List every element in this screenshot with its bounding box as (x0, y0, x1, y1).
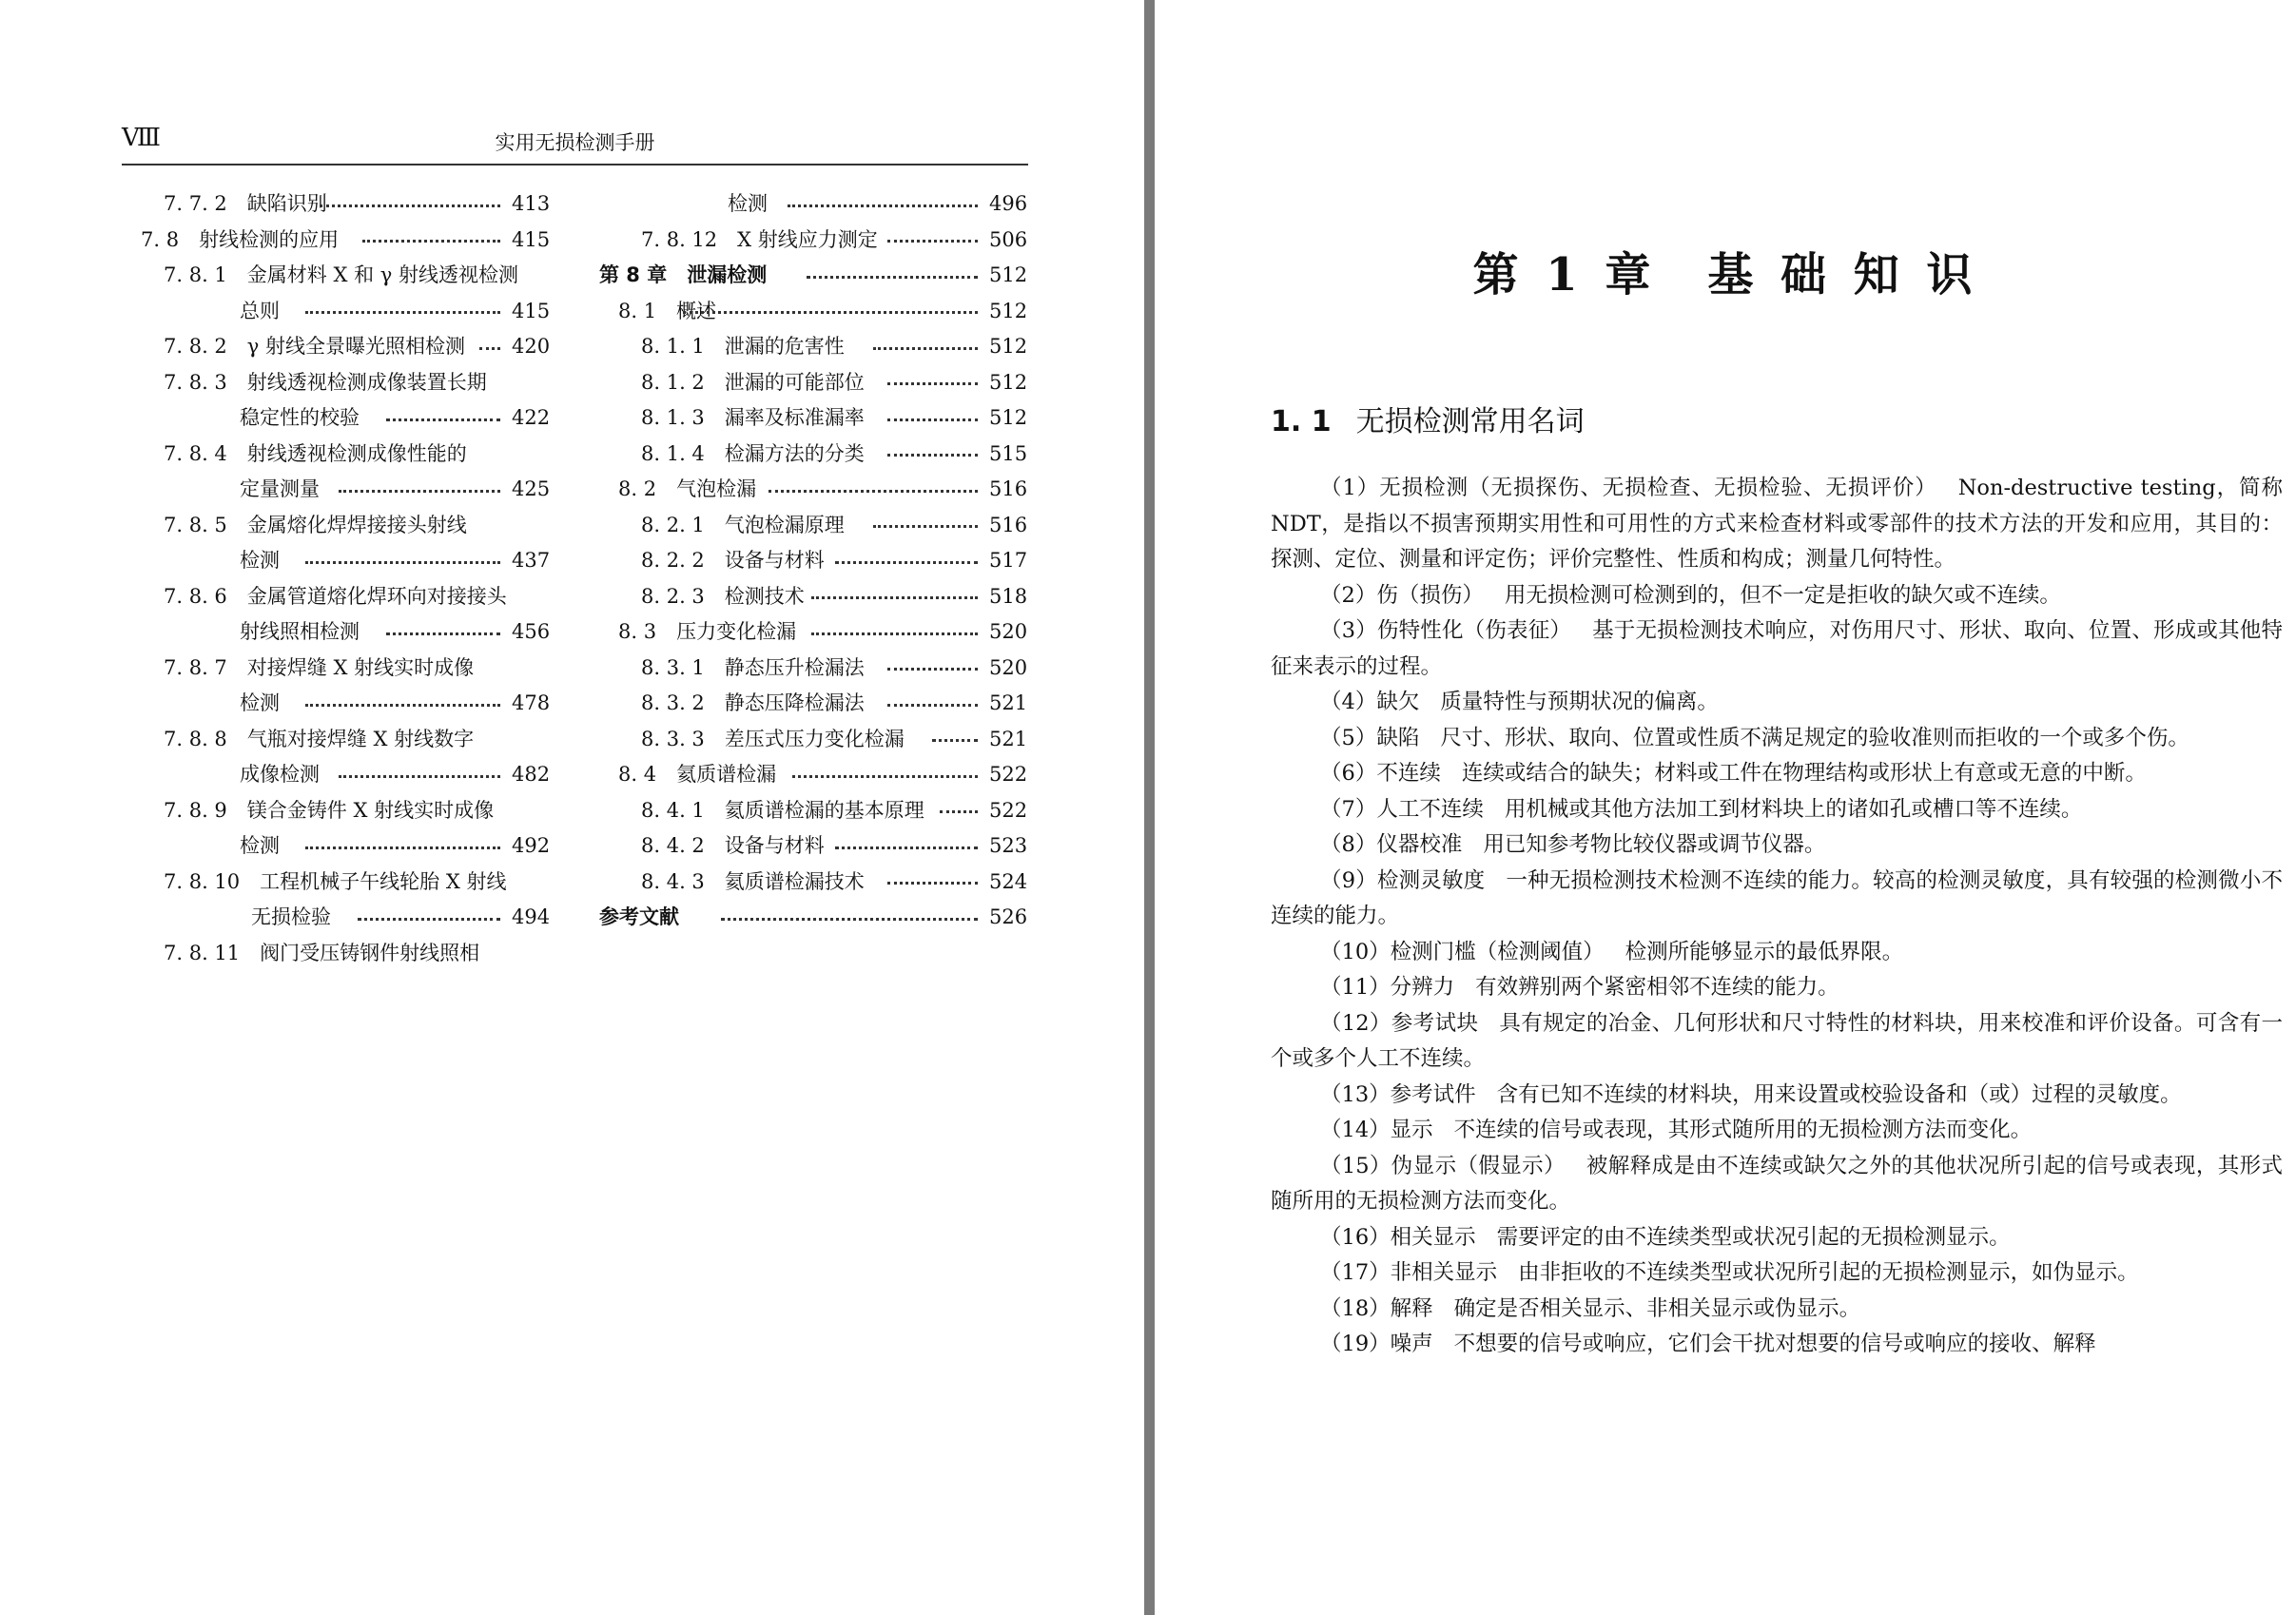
toc-entry-text: 8. 3. 1 静态压升检漏法 (641, 655, 865, 679)
toc-column-2 (599, 186, 1027, 936)
term-label: （19）噪声 (1320, 1332, 1433, 1356)
toc-entry-text: 8. 3. 2 静态压降检漏法 (641, 691, 865, 714)
toc-entry (122, 865, 550, 901)
toc-page-number: 512 (989, 406, 1028, 429)
toc-leader-dots (788, 202, 978, 207)
toc-leader-dots (339, 487, 500, 493)
term-definition (1271, 1113, 2283, 1149)
toc-page-number: 437 (512, 549, 551, 572)
term-definition (1271, 827, 2283, 864)
toc-entry (599, 223, 1027, 259)
term-definition (1271, 1006, 2283, 1078)
toc-entry-text: 8. 4. 1 氦质谱检漏的基本原理 (641, 798, 924, 822)
toc-page-number: 506 (989, 227, 1028, 251)
toc-page-number: 520 (989, 655, 1028, 679)
toc-page-number: 496 (989, 192, 1028, 215)
toc-page-number: 515 (989, 441, 1028, 465)
toc-entry-text: 8. 2 气泡检漏 (618, 477, 757, 500)
toc-entry-text: 8. 1 概述 (618, 299, 717, 322)
toc-leader-dots (479, 344, 500, 350)
toc-entry-text: 7. 8. 9 镁合金铸件 X 射线实时成像 (164, 798, 495, 822)
term-definition (1271, 935, 2283, 971)
toc-entry-text: 7. 8. 5 金属熔化焊焊接接头射线 (164, 513, 467, 536)
toc-page-number: 512 (989, 335, 1028, 358)
toc-entry (599, 865, 1027, 901)
toc-page-number: 512 (989, 263, 1028, 286)
toc-entry-text: 7. 8. 12 X 射线应力测定 (641, 227, 878, 251)
toc-leader-dots (362, 237, 500, 243)
term-definition (1271, 1149, 2283, 1220)
term-label: （1）无损检测（无损探伤、无损检查、无损检验、无损评价） (1320, 476, 1937, 500)
term-definition (1271, 756, 2283, 792)
toc-entry (122, 294, 550, 330)
term-definition-text: 不连续的信号或表现，其形式随所用的无损检测方法而变化。 (1453, 1118, 2033, 1142)
term-definition-text: 具有规定的冶金、几何形状和尺寸特性的材料块，用来校准和评价设备。可含有一个或多个人工不连续。 (1271, 1010, 2283, 1071)
toc-leader-dots (807, 273, 978, 279)
toc-leader-dots (887, 451, 978, 457)
toc-leader-dots (305, 308, 500, 314)
toc-page-number: 415 (512, 299, 551, 322)
toc-leader-dots (769, 487, 978, 493)
toc-leader-dots (358, 915, 500, 921)
section-heading (1271, 398, 1585, 439)
term-label: （15）伪显示（假显示） (1320, 1153, 1566, 1178)
toc-entry-text: 无损检验 (251, 905, 331, 928)
term-label: （18）解释 (1320, 1295, 1433, 1321)
book-title: 实用无损检测手册 (495, 131, 655, 154)
term-definition-text: 一种无损检测技术检测不连续的能力。较高的检测灵敏度，具有较强的检测微小不连续的能力。 (1271, 867, 2283, 928)
toc-entry (599, 472, 1027, 508)
toc-entry-text: 8. 2. 2 设备与材料 (641, 549, 825, 572)
term-label: （2）伤（损伤） (1320, 582, 1484, 608)
toc-entry-text: 7. 7. 2 缺陷识别 (164, 192, 327, 215)
toc-page-number: 512 (989, 370, 1028, 394)
term-label: （12）参考试块 (1320, 1010, 1479, 1036)
right-page (1155, 0, 2296, 1615)
toc-leader-dots (792, 772, 978, 778)
toc-page-number: 521 (989, 691, 1028, 714)
term-definition-text: 由非拒收的不连续类型或状况所引起的无损检测显示，如伪显示。 (1518, 1260, 2139, 1285)
toc-entry-text: 7. 8. 6 金属管道熔化焊环向对接接头 (164, 584, 507, 608)
toc-entry (122, 900, 550, 936)
term-definition (1271, 864, 2283, 935)
toc-entry-text: 7. 8 射线检测的应用 (141, 227, 340, 251)
toc-entry-text: 参考文献 (599, 905, 679, 928)
toc-entry (122, 828, 550, 865)
toc-entry-text: 8. 4. 2 设备与材料 (641, 834, 825, 857)
toc-entry (599, 722, 1027, 758)
toc-entry-text: 7. 8. 2 γ 射线全景曝光照相检测 (164, 335, 466, 358)
toc-entry (599, 900, 1027, 936)
toc-leader-dots (811, 630, 978, 635)
term-definition (1271, 970, 2283, 1006)
toc-entry (599, 186, 1027, 223)
toc-entry (599, 400, 1027, 437)
toc-leader-dots (887, 701, 978, 707)
term-definition (1271, 1220, 2283, 1256)
toc-entry-text: 8. 4. 3 氦质谱检漏技术 (641, 869, 865, 893)
toc-page-number: 425 (512, 477, 551, 500)
toc-entry (599, 437, 1027, 473)
toc-leader-dots (305, 558, 500, 564)
toc-entry-text: 7. 8. 4 射线透视检测成像性能的 (164, 441, 467, 465)
toc-page-number: 456 (512, 620, 551, 643)
toc-leader-dots (386, 630, 500, 635)
toc-entry-text: 稳定性的校验 (240, 406, 360, 429)
toc-entry-text: 射线照相检测 (240, 620, 360, 643)
toc-entry (599, 579, 1027, 615)
term-label: （14）显示 (1320, 1118, 1433, 1142)
toc-leader-dots (683, 308, 978, 314)
toc-page-number: 517 (989, 549, 1028, 572)
page-number: Ⅷ (122, 124, 159, 152)
toc-entry (122, 329, 550, 365)
toc-entry (599, 614, 1027, 651)
toc-leader-dots (887, 416, 978, 421)
toc-leader-dots (887, 237, 978, 243)
toc-page-number: 482 (512, 763, 551, 786)
term-definition-text: 尺寸、形状、取向、位置或性质不满足规定的验收准则而拒收的一个或多个伤。 (1440, 725, 2189, 750)
toc-entry-text: 8. 1. 1 泄漏的危害性 (641, 335, 845, 358)
toc-entry-text: 8. 1. 3 漏率及标准漏率 (641, 406, 865, 429)
toc-entry (122, 543, 550, 579)
term-definition-text: 连续或结合的缺失；材料或工件在物理结构或形状上有意或无意的中断。 (1461, 761, 2147, 786)
toc-page-number: 522 (989, 798, 1028, 822)
term-definition-text: 基于无损检测技术响应，对伤用尺寸、形状、取向、位置、形成或其他特征来表示的过程。 (1271, 618, 2283, 679)
toc-entry-text: 8. 1. 4 检漏方法的分类 (641, 441, 865, 465)
term-definition (1271, 1255, 2283, 1292)
toc-entry (599, 508, 1027, 544)
toc-page-number: 521 (989, 727, 1028, 750)
term-definition (1271, 578, 2283, 614)
toc-entry-text: 7. 8. 10 工程机械子午线轮胎 X 射线 (164, 869, 507, 893)
term-definition (1271, 685, 2283, 721)
toc-entry (122, 614, 550, 651)
toc-page-number: 518 (989, 584, 1028, 608)
toc-page-number: 523 (989, 834, 1028, 857)
toc-entry (122, 936, 550, 972)
term-label: （3）伤特性化（伤表征） (1320, 618, 1572, 643)
toc-entry (122, 365, 550, 401)
toc-entry (122, 472, 550, 508)
toc-leader-dots (887, 665, 978, 671)
toc-leader-dots (873, 522, 978, 528)
term-label: （4）缺欠 (1320, 690, 1420, 714)
toc-entry (599, 651, 1027, 687)
toc-entry (122, 793, 550, 829)
toc-entry-text: 8. 2. 1 气泡检漏原理 (641, 513, 845, 536)
toc-page-number: 494 (512, 905, 551, 928)
toc-page-number: 524 (989, 869, 1028, 893)
term-definition-text: 被解释成是由不连续或缺欠之外的其他状况所引起的信号或表现，其形式随所用的无损检测方法而变化。 (1271, 1153, 2283, 1214)
toc-entry-text: 检测 (728, 192, 768, 215)
term-definition-text: 质量特性与预期状况的偏离。 (1440, 690, 1719, 714)
term-label: （16）相关显示 (1320, 1224, 1476, 1250)
toc-leader-dots (305, 844, 500, 849)
toc-entry-text: 8. 2. 3 检测技术 (641, 584, 805, 608)
term-definition (1271, 792, 2283, 828)
toc-page-number: 422 (512, 406, 551, 429)
term-definition-text: 含有已知不连续的材料块，用来设置或校验设备和（或）过程的灵敏度。 (1496, 1081, 2182, 1107)
toc-entry (122, 186, 550, 223)
toc-page-number: 415 (512, 227, 551, 251)
term-definition-text: Non-destructive testing，简称 NDT，是指以不损害预期实用性和可用性的方式来检查材料或零部件的技术方法的开发和应用，其目的：探测、定位、测量和评定伤；评价完整性、性质和构成；测量几何特性。 (1271, 476, 2283, 572)
toc-page-number: 512 (989, 299, 1028, 322)
toc-entry (122, 686, 550, 722)
toc-entry (122, 508, 550, 544)
toc-page-number: 516 (989, 513, 1028, 536)
toc-entry-text: 7. 8. 8 气瓶对接焊缝 X 射线数字 (164, 727, 475, 750)
left-page (0, 0, 1144, 1615)
toc-entry (599, 294, 1027, 330)
term-label: （11）分辨力 (1320, 975, 1455, 1000)
toc-entry (599, 329, 1027, 365)
toc-page-number: 478 (512, 691, 551, 714)
term-definition (1271, 613, 2283, 685)
toc-entry-text: 总则 (240, 299, 280, 322)
term-definition-text: 用无损检测可检测到的，但不一定是拒收的缺欠或不连续。 (1504, 582, 2061, 608)
toc-entry-text: 7. 8. 1 金属材料 X 和 γ 射线透视检测 (164, 263, 518, 286)
term-label: （6）不连续 (1320, 761, 1441, 786)
section-number: 1. 1 (1271, 405, 1332, 438)
toc-entry (599, 793, 1027, 829)
term-definition (1271, 721, 2283, 757)
term-label: （13）参考试件 (1320, 1081, 1476, 1107)
toc-entry (122, 400, 550, 437)
toc-entry (122, 651, 550, 687)
toc-entry (122, 437, 550, 473)
term-definition-text: 需要评定的由不连续类型或状况引起的无损检测显示。 (1496, 1224, 2011, 1250)
toc-leader-dots (835, 844, 978, 849)
term-definition (1271, 1292, 2283, 1328)
toc-entry (599, 686, 1027, 722)
running-header (122, 122, 1028, 165)
toc-entry (599, 543, 1027, 579)
toc-entry-text: 第 8 章 泄漏检测 (599, 263, 768, 286)
term-label: （9）检测灵敏度 (1320, 867, 1486, 893)
term-definition-text: 用机械或其他方法加工到材料块上的诸如孔或槽口等不连续。 (1504, 796, 2083, 822)
toc-leader-dots (873, 344, 978, 350)
toc-leader-dots (320, 202, 500, 207)
term-label: （5）缺陷 (1320, 725, 1420, 750)
toc-leader-dots (887, 879, 978, 885)
toc-entry-text: 7. 8. 3 射线透视检测成像装置长期 (164, 370, 487, 394)
term-definition-text: 检测所能够显示的最低界限。 (1625, 939, 1904, 964)
toc-page-number: 522 (989, 763, 1028, 786)
toc-leader-dots (386, 416, 500, 421)
toc-leader-dots (940, 808, 978, 813)
term-definition (1271, 1327, 2283, 1363)
toc-entry-text: 检测 (240, 549, 280, 572)
toc-entry-text: 7. 8. 11 阀门受压铸钢件射线照相 (164, 941, 480, 964)
chapter-title: 第 1 章 基 础 知 识 (1472, 248, 1978, 302)
toc-leader-dots (887, 379, 978, 385)
toc-column-1 (122, 186, 550, 971)
toc-entry (599, 258, 1027, 294)
toc-entry-text: 8. 3 压力变化检漏 (618, 620, 797, 643)
toc-entry-text: 8. 3. 3 差压式压力变化检漏 (641, 727, 905, 750)
term-label: （17）非相关显示 (1320, 1260, 1498, 1285)
toc-entry (122, 223, 550, 259)
toc-page-number: 492 (512, 834, 551, 857)
toc-page-number: 526 (989, 905, 1028, 928)
toc-entry-text: 7. 8. 7 对接焊缝 X 射线实时成像 (164, 655, 475, 679)
term-definition (1271, 1078, 2283, 1114)
toc-leader-dots (305, 701, 500, 707)
toc-entry-text: 8. 1. 2 泄漏的可能部位 (641, 370, 865, 394)
term-definition-text: 用已知参考物比较仪器或调节仪器。 (1483, 832, 1826, 857)
toc-entry (122, 579, 550, 615)
toc-leader-dots (932, 736, 978, 742)
toc-leader-dots (811, 593, 978, 599)
toc-entry-text: 检测 (240, 691, 280, 714)
toc-entry-text: 成像检测 (240, 763, 320, 786)
toc-page-number: 420 (512, 335, 551, 358)
term-label: （10）检测门槛（检测阈值） (1320, 939, 1605, 964)
term-definition-text: 确定是否相关显示、非相关显示或伪显示。 (1453, 1295, 1861, 1321)
term-definition-text: 有效辨别两个紧密相邻不连续的能力。 (1475, 975, 1839, 1000)
toc-page-number: 520 (989, 620, 1028, 643)
toc-page-number: 516 (989, 477, 1028, 500)
body-text (1271, 471, 2283, 1363)
toc-entry (599, 757, 1027, 793)
term-label: （7）人工不连续 (1320, 796, 1484, 822)
section-title: 无损检测常用名词 (1355, 405, 1585, 438)
toc-leader-dots (835, 558, 978, 564)
toc-entry-text: 8. 4 氦质谱检漏 (618, 763, 777, 786)
toc-entry (599, 828, 1027, 865)
term-label: （8）仪器校准 (1320, 832, 1463, 857)
toc-entry (122, 757, 550, 793)
toc-leader-dots (339, 772, 500, 778)
toc-entry (599, 365, 1027, 401)
toc-page-number: 413 (512, 192, 551, 215)
toc-leader-dots (721, 915, 978, 921)
term-definition (1271, 471, 2283, 578)
toc-entry (122, 258, 550, 294)
term-definition-text: 不想要的信号或响应，它们会干扰对想要的信号或响应的接收、解释 (1453, 1332, 2096, 1356)
toc-entry-text: 检测 (240, 834, 280, 857)
toc-entry-text: 定量测量 (240, 477, 320, 500)
toc-entry (122, 722, 550, 758)
